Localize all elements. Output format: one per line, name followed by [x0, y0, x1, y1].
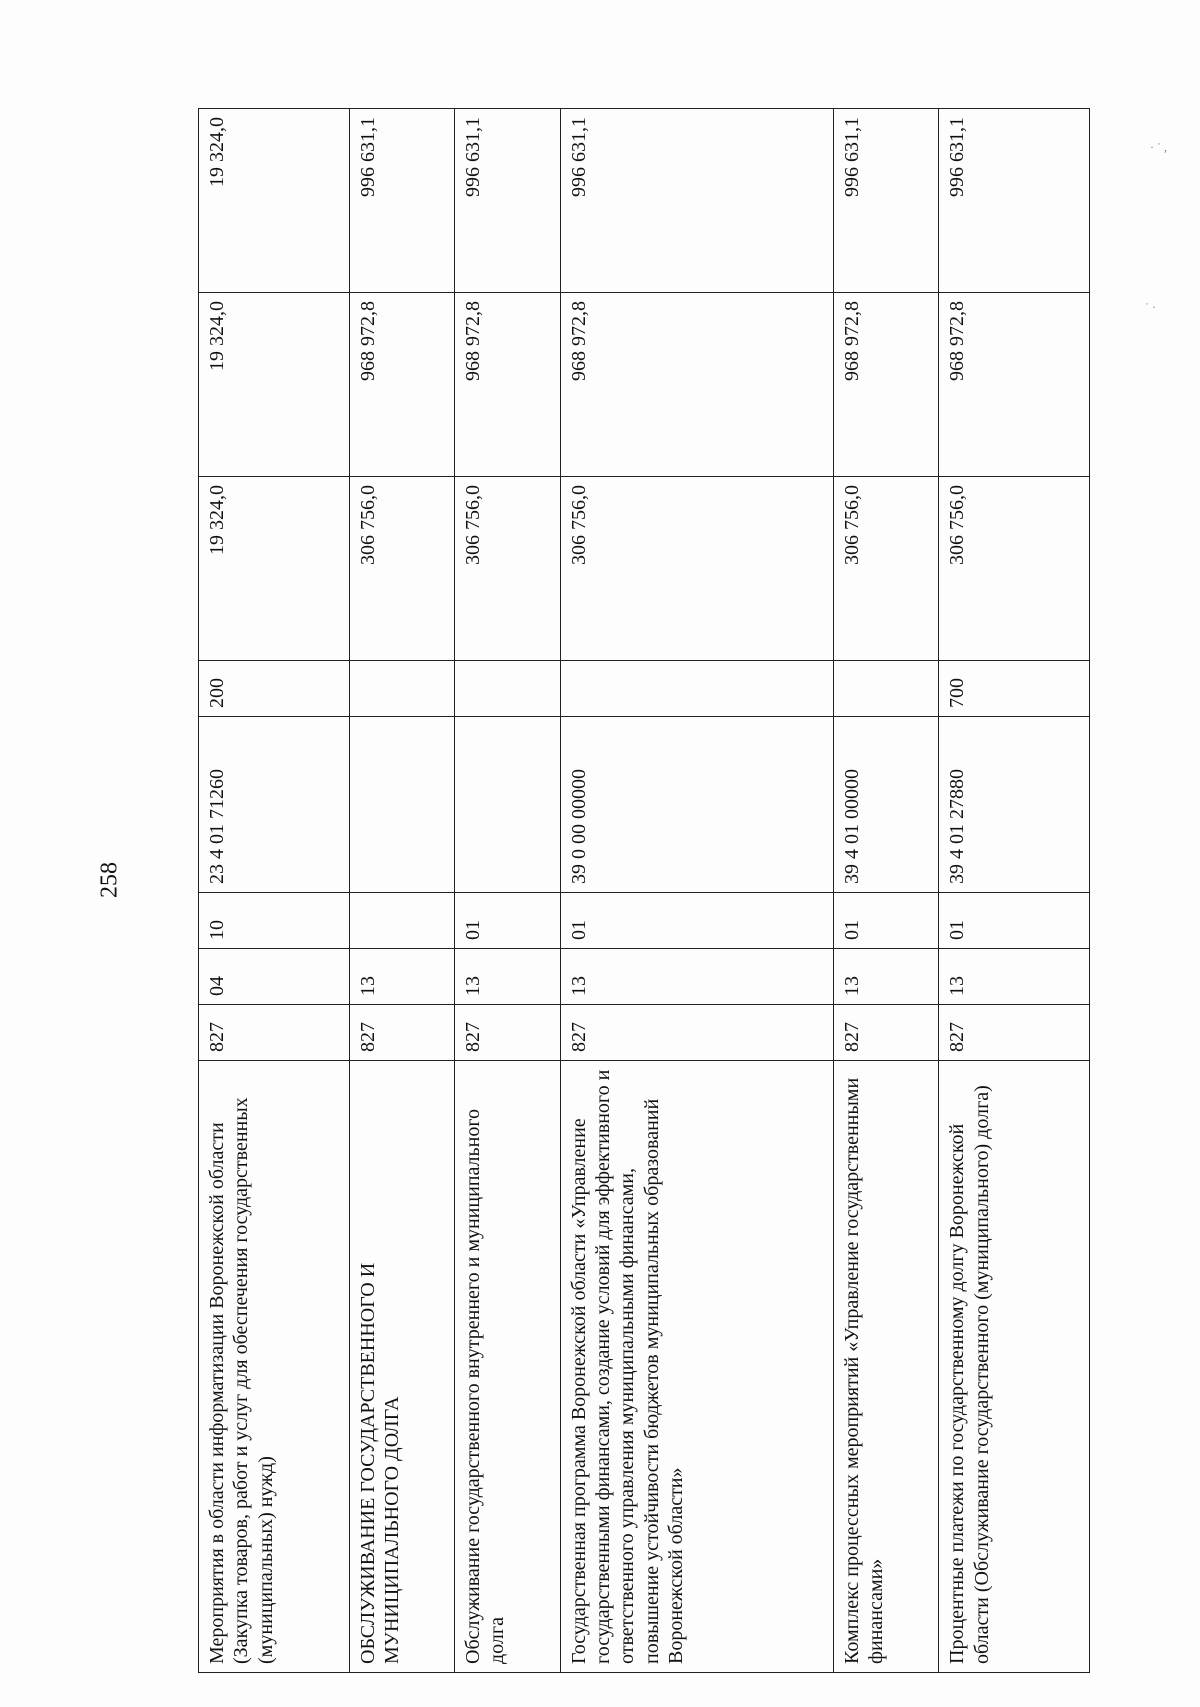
sum3-cell: 996 631,1 — [455, 109, 560, 293]
ved-cell: 827 — [199, 1005, 350, 1061]
sum3-cell: 19 324,0 — [199, 109, 350, 293]
vr-cell: 700 — [939, 661, 1090, 717]
sum1-cell: 306 756,0 — [455, 477, 560, 661]
pr-cell: 01 — [833, 893, 938, 949]
sum2-cell: 968 972,8 — [560, 293, 833, 477]
table-row — [455, 109, 560, 1673]
pr-cell: 01 — [560, 893, 833, 949]
pr-cell: 01 — [939, 893, 1090, 949]
rz-cell: 13 — [833, 949, 938, 1005]
sum2-cell: 968 972,8 — [455, 293, 560, 477]
scan-speck: ˙ · — [1145, 300, 1156, 314]
rz-cell: 13 — [560, 949, 833, 1005]
pr-cell: 01 — [455, 893, 560, 949]
sum2-cell: 968 972,8 — [349, 293, 454, 477]
sum2-cell: 968 972,8 — [939, 293, 1090, 477]
rotated-table-wrapper — [198, 109, 1090, 1673]
sum2-cell: 968 972,8 — [833, 293, 938, 477]
sum1-cell: 306 756,0 — [349, 477, 454, 661]
sum3-cell: 996 631,1 — [349, 109, 454, 293]
rz-cell: 13 — [349, 949, 454, 1005]
rz-cell: 13 — [455, 949, 560, 1005]
ved-cell: 827 — [833, 1005, 938, 1061]
vr-cell — [455, 661, 560, 717]
rz-cell: 13 — [939, 949, 1090, 1005]
csr-cell — [349, 717, 454, 893]
vr-cell — [833, 661, 938, 717]
table-row — [560, 109, 833, 1673]
csr-cell: 39 0 00 00000 — [560, 717, 833, 893]
row-name: Комплекс процессных мероприятий «Управление государственными финансами» — [833, 1061, 938, 1673]
vr-cell: 200 — [199, 661, 350, 717]
vr-cell — [349, 661, 454, 717]
table-row — [939, 109, 1090, 1673]
table-row — [833, 109, 938, 1673]
vr-cell — [560, 661, 833, 717]
ved-cell: 827 — [560, 1005, 833, 1061]
sum3-cell: 996 631,1 — [833, 109, 938, 293]
sum1-cell: 306 756,0 — [939, 477, 1090, 661]
budget-table — [198, 108, 1090, 1673]
csr-cell: 23 4 01 71260 — [199, 717, 350, 893]
row-name: Обслуживание государственного внутреннего и муниципального долга — [455, 1061, 560, 1673]
row-name: ОБСЛУЖИВАНИЕ ГОСУДАРСТВЕННОГО И МУНИЦИПАЛЬНОГО ДОЛГА — [349, 1061, 454, 1673]
ved-cell: 827 — [939, 1005, 1090, 1061]
pr-cell: 10 — [199, 893, 350, 949]
page-number: 258 — [96, 862, 123, 898]
row-name: Государственная программа Воронежской области «Управление государственными финансами, создание условий для эффективного и ответственного управления муниципальными финансами, повышение устойчивости бюджетов муниципальных образований Воронежской области» — [560, 1061, 833, 1673]
csr-cell: 39 4 01 00000 — [833, 717, 938, 893]
csr-cell — [455, 717, 560, 893]
sum3-cell: 996 631,1 — [560, 109, 833, 293]
ved-cell: 827 — [455, 1005, 560, 1061]
row-name: Процентные платежи по государственному долгу Воронежской области (Обслуживание государственного (муниципального) долга) — [939, 1061, 1090, 1673]
ved-cell: 827 — [349, 1005, 454, 1061]
sum3-cell: 996 631,1 — [939, 109, 1090, 293]
sum1-cell: 19 324,0 — [199, 477, 350, 661]
table-row — [349, 109, 454, 1673]
row-name: Мероприятия в области информатизации Воронежской области (Закупка товаров, работ и услуг для обеспечения государственных (муниципальных) нужд) — [199, 1061, 350, 1673]
table-row — [199, 109, 350, 1673]
scan-speck: · ˙ , — [1150, 140, 1167, 154]
rz-cell: 04 — [199, 949, 350, 1005]
pr-cell — [349, 893, 454, 949]
sum1-cell: 306 756,0 — [833, 477, 938, 661]
csr-cell: 39 4 01 27880 — [939, 717, 1090, 893]
sum1-cell: 306 756,0 — [560, 477, 833, 661]
sum2-cell: 19 324,0 — [199, 293, 350, 477]
